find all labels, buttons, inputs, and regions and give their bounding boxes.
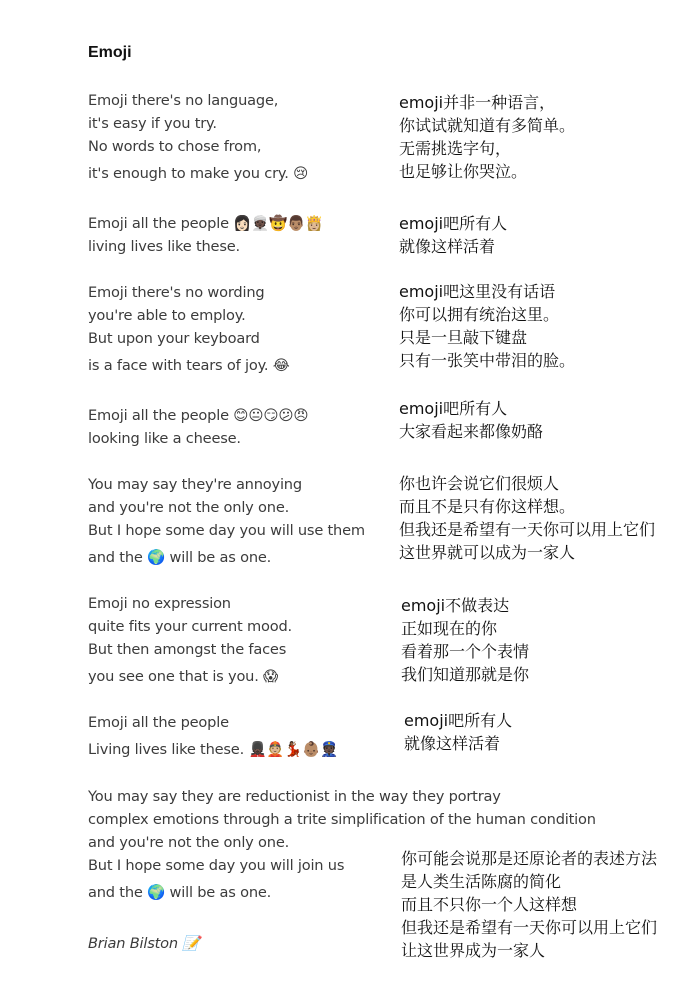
poem-line: Emoji there's no wording bbox=[88, 284, 265, 301]
translation-line: 我们知道那就是你 bbox=[401, 665, 530, 684]
translation-line: emoji并非一种语言， bbox=[399, 93, 556, 112]
stanza-2-english bbox=[88, 212, 323, 258]
poem-line: and the 🌍 will be as one. bbox=[88, 884, 272, 901]
translation-line: emoji吧这里没有话语 bbox=[399, 282, 556, 301]
translation-line: 而且不只你一个人这样想 bbox=[401, 895, 578, 914]
stanza-4-chinese bbox=[399, 397, 543, 443]
poem-line: complex emotions through a trite simplification of the human condition bbox=[88, 811, 596, 828]
poem-line: and you're not the only one. bbox=[88, 834, 290, 851]
poem-line: it's enough to make you cry. 😢 bbox=[88, 165, 309, 182]
stanza-1-english bbox=[88, 89, 308, 185]
translation-line: emoji吧所有人 bbox=[399, 399, 508, 418]
translation-line: 但我还是希望有一天你可以用上它们 bbox=[399, 520, 656, 539]
poem-line: and the 🌍 will be as one. bbox=[88, 549, 272, 566]
translation-line: 而且不是只有你这样想。 bbox=[399, 497, 576, 516]
poem-line: No words to chose from, bbox=[88, 138, 262, 155]
poem-title: Emoji bbox=[88, 44, 132, 61]
poem-line: Emoji no expression bbox=[88, 595, 231, 612]
translation-line: 你也许会说它们很烦人 bbox=[399, 474, 560, 493]
translation-line: 只是一旦敲下键盘 bbox=[399, 328, 528, 347]
poem-line: you're able to employ. bbox=[88, 307, 246, 324]
translation-line: 让这世界成为一家人 bbox=[401, 941, 546, 960]
poem-line: looking like a cheese. bbox=[88, 430, 241, 447]
poem-line: But upon your keyboard bbox=[88, 330, 260, 347]
poem-line: living lives like these. bbox=[88, 238, 240, 255]
stanza-5-english bbox=[88, 473, 365, 569]
author-signature bbox=[88, 932, 200, 955]
translation-line: 看着那一个个表情 bbox=[401, 642, 530, 661]
poem-line: you see one that is you. 😱 bbox=[88, 668, 279, 685]
poem-line: But I hope some day you will join us bbox=[88, 857, 345, 874]
poem-line: is a face with tears of joy. 😂 bbox=[88, 357, 290, 374]
stanza-5-chinese bbox=[399, 472, 655, 564]
stanza-6-english bbox=[88, 592, 292, 688]
poem-line: Emoji there's no language, bbox=[88, 92, 279, 109]
translation-line: 只有一张笑中带泪的脸。 bbox=[399, 351, 576, 370]
stanza-8-chinese bbox=[401, 847, 657, 962]
poem-line: Emoji all the people 👩🏻👳🏿🤠👨🏽👸🏼 bbox=[88, 215, 324, 232]
translation-line: 无需挑选字句， bbox=[399, 139, 512, 158]
stanza-3-chinese bbox=[399, 280, 575, 372]
stanza-7-english bbox=[88, 711, 338, 761]
author-name: Brian Bilston 📝 bbox=[88, 935, 201, 952]
translation-line: 也足够让你哭泣。 bbox=[399, 162, 528, 181]
poem-line: and you're not the only one. bbox=[88, 499, 290, 516]
poem-line: it's easy if you try. bbox=[88, 115, 217, 132]
poem-line: Emoji all the people 😊😐😏😕😠 bbox=[88, 407, 309, 424]
translation-line: 这世界就可以成为一家人 bbox=[399, 543, 576, 562]
stanza-7-chinese bbox=[404, 709, 512, 755]
translation-line: 大家看起来都像奶酪 bbox=[399, 422, 544, 441]
translation-line: 你可能会说那是还原论者的表述方法 bbox=[401, 849, 658, 868]
translation-line: emoji不做表达 bbox=[401, 596, 510, 615]
stanza-6-chinese bbox=[401, 594, 529, 686]
translation-line: 是人类生活陈腐的简化 bbox=[401, 872, 562, 891]
poem-line: But then amongst the faces bbox=[88, 641, 287, 658]
poem-line: You may say they're annoying bbox=[88, 476, 302, 493]
poem-line: You may say they are reductionist in the way they portray bbox=[88, 788, 501, 805]
translation-line: emoji吧所有人 bbox=[404, 711, 513, 730]
translation-line: 你试试就知道有多简单。 bbox=[399, 116, 576, 135]
translation-line: 就像这样活着 bbox=[404, 734, 501, 753]
stanza-1-chinese bbox=[399, 91, 575, 183]
stanza-4-english bbox=[88, 404, 308, 450]
poem-line: But I hope some day you will use them bbox=[88, 522, 365, 539]
poem-line: Emoji all the people bbox=[88, 714, 229, 731]
poem-line: quite fits your current mood. bbox=[88, 618, 292, 635]
translation-line: 就像这样活着 bbox=[399, 237, 496, 256]
stanza-3-english bbox=[88, 281, 290, 377]
translation-line: 正如现在的你 bbox=[401, 619, 498, 638]
translation-line: 你可以拥有统治这里。 bbox=[399, 305, 560, 324]
translation-line: 但我还是希望有一天你可以用上它们 bbox=[401, 918, 658, 937]
poem-line: Living lives like these. 💂🏿👲🏼💃🏾👶🏽👮🏿 bbox=[88, 741, 339, 758]
stanza-2-chinese bbox=[399, 212, 507, 258]
translation-line: emoji吧所有人 bbox=[399, 214, 508, 233]
